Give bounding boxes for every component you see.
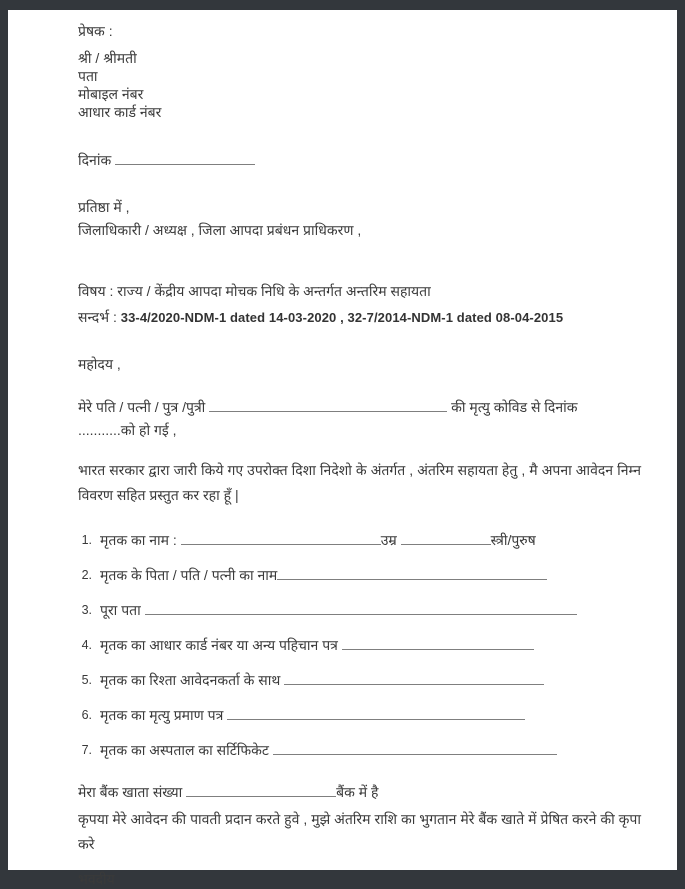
item-label: मृतक का रिश्ता आवेदनकर्ता के साथ	[100, 672, 281, 688]
relation-blank-line	[284, 673, 544, 685]
item-body	[100, 740, 641, 760]
details-list	[78, 530, 641, 760]
intro-block	[78, 396, 641, 442]
intro-suffix: की मृत्यु कोविड से दिनांक	[451, 399, 578, 415]
subject-label: विषय :	[78, 283, 114, 299]
sender-address-line: पता	[78, 68, 98, 84]
list-item	[78, 565, 641, 585]
date-label: दिनांक	[78, 152, 112, 168]
hospital-certificate-blank-line	[273, 743, 557, 755]
item-number: 3.	[81, 603, 92, 617]
signoff: भवदीय	[78, 871, 115, 887]
greeting: महोदय ,	[78, 356, 121, 372]
sender-name-line: श्री / श्रीमती	[78, 50, 137, 66]
subject-reference-block	[78, 278, 641, 331]
father-husband-wife-name-blank-line	[277, 568, 547, 580]
death-certificate-blank-line	[227, 708, 525, 720]
subject-text: राज्य / केंद्रीय आपदा मोचक निधि के अन्तर्गत अन्तरिम सहायता	[117, 283, 431, 299]
aadhaar-id-blank-line	[342, 638, 534, 650]
list-item	[78, 670, 641, 690]
item-number: 2.	[81, 568, 92, 582]
document-page	[8, 10, 677, 887]
closing-paragraph: कृपया मेरे आवेदन की पावती प्रदान करते हुवे , मुझे अंतरिम राशि का भुगतान मेरे बैंक खाते में प्रेषित करने की कृपा करे	[78, 811, 641, 852]
full-address-blank-line	[145, 603, 577, 615]
intro-line-1	[78, 396, 641, 419]
item-label: मृतक का नाम :	[100, 532, 177, 548]
deceased-name-blank-line	[209, 400, 447, 412]
age-label: उम्र	[380, 532, 397, 548]
body-paragraph: भारत सरकार द्वारा जारी किये गए उपरोक्त दिशा निदेशो के अंतर्गत , अंतरिम सहायता हेतु , मै अपना आवेदन निम्न विवरण सहित प्रस्तुत कर रहा हूँ |	[78, 462, 641, 503]
bank-line	[78, 780, 641, 804]
age-blank-line	[401, 533, 491, 545]
list-item	[78, 740, 641, 760]
addressee-block	[78, 196, 641, 242]
sender-label: प्रेषक :	[78, 23, 113, 39]
sender-block	[78, 22, 641, 121]
item-label: पूरा पता	[100, 602, 141, 618]
item-number: 6.	[81, 708, 92, 722]
intro-line-2: ...........को हो गई ,	[78, 422, 177, 438]
item-number: 4.	[81, 638, 92, 652]
gender-label: स्त्री/पुरुष	[490, 532, 536, 548]
reference-label: सन्दर्भ :	[78, 309, 117, 325]
item-body	[100, 670, 641, 690]
list-item	[78, 600, 641, 620]
sender-aadhaar-line: आधार कार्ड नंबर	[78, 104, 162, 120]
bank-prefix: मेरा बैंक खाता संख्या	[78, 784, 183, 800]
list-item	[78, 530, 641, 550]
item-label: मृतक का अस्पताल का सर्टिफिकेट	[100, 742, 269, 758]
date-blank-line	[115, 153, 255, 165]
list-item	[78, 635, 641, 655]
item-body	[100, 600, 641, 620]
intro-prefix: मेरे पति / पत्नी / पुत्र /पुत्री	[78, 399, 206, 415]
addressee-line-2: जिलाधिकारी / अध्यक्ष , जिला आपदा प्रबंधन प्राधिकरण ,	[78, 222, 362, 238]
item-label: मृतक के पिता / पति / पत्नी का नाम	[100, 567, 278, 583]
item-number: 5.	[81, 673, 92, 687]
sender-mobile-line: मोबाइल नंबर	[78, 86, 144, 102]
item-label: मृतक का आधार कार्ड नंबर या अन्य पहिचान पत्र	[100, 637, 338, 653]
bank-suffix: बैंक में है	[336, 784, 379, 800]
date-line	[78, 151, 641, 170]
name-blank-line	[181, 533, 381, 545]
item-label: मृतक का मृत्यु प्रमाण पत्र	[100, 707, 224, 723]
list-item	[78, 705, 641, 725]
item-number: 1.	[81, 533, 92, 547]
bank-account-blank-line	[186, 785, 336, 797]
reference-text: 33-4/2020-NDM-1 dated 14-03-2020 , 32-7/2014-NDM-1 dated 08-04-2015	[120, 310, 564, 325]
item-body	[100, 635, 641, 655]
addressee-line-1: प्रतिष्ठा में ,	[78, 199, 130, 215]
subject-line	[78, 278, 641, 304]
item-number: 7.	[81, 743, 92, 757]
item-body	[100, 565, 641, 585]
item-body	[100, 530, 641, 550]
item-body	[100, 705, 641, 725]
reference-line	[78, 304, 641, 331]
